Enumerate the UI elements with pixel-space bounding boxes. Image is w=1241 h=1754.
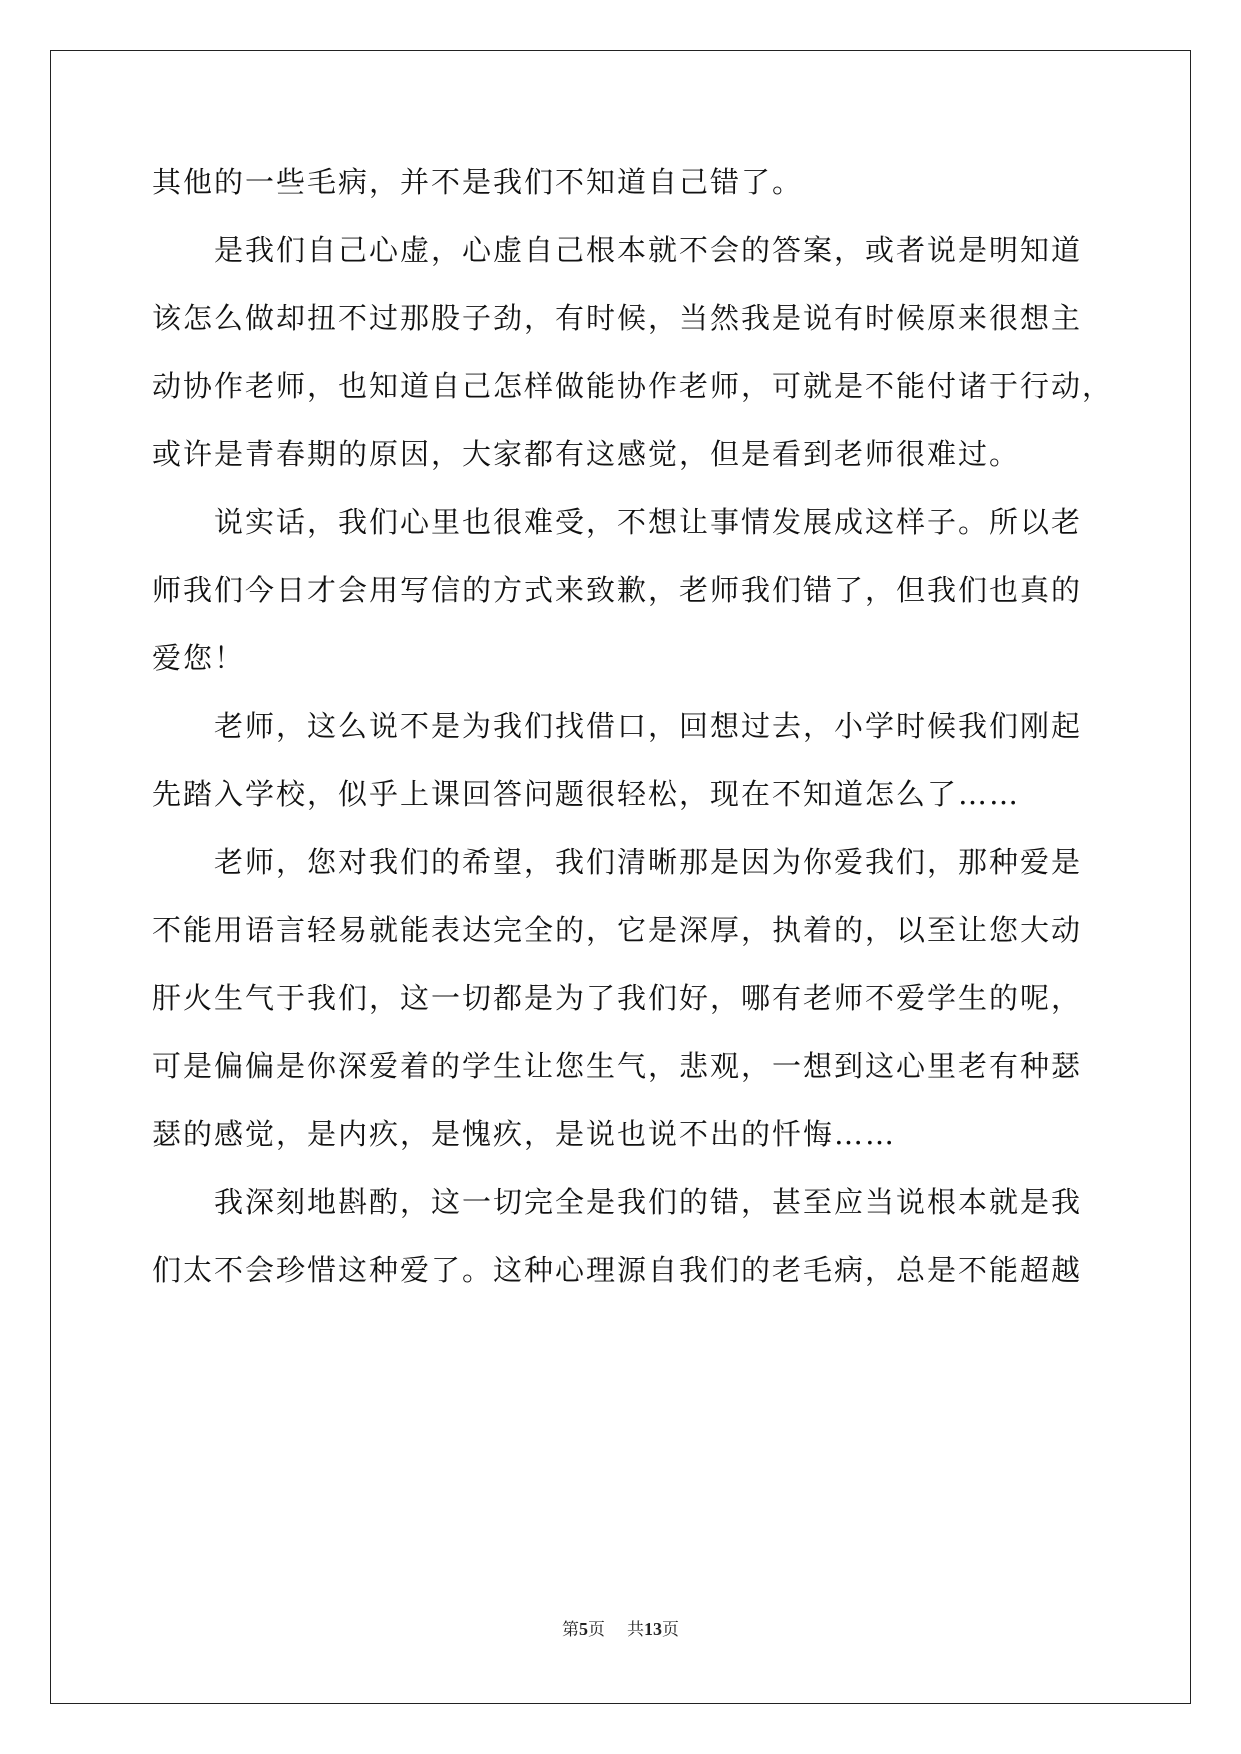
text-line: 们太不会珍惜这种爱了。这种心理源自我们的老毛病，总是不能超越 xyxy=(152,1253,1083,1287)
footer-page-prefix: 第 xyxy=(562,1620,579,1640)
text-line: 说实话，我们心里也很难受，不想让事情发展成这样子。所以老 xyxy=(214,505,1083,539)
text-line: 不能用语言轻易就能表达完全的，它是深厚，执着的，以至让您大动 xyxy=(152,913,1083,947)
text-line: 或许是青春期的原因，大家都有这感觉，但是看到老师很难过。 xyxy=(152,437,1021,471)
text-line: 肝火生气于我们，这一切都是为了我们好，哪有老师不爱学生的呢， xyxy=(152,981,1083,1015)
footer-total-prefix: 共 xyxy=(627,1620,644,1640)
page-footer xyxy=(0,1617,1241,1642)
footer-total-suffix: 页 xyxy=(662,1620,679,1640)
footer-page-suffix: 页 xyxy=(588,1620,605,1640)
text-line: 老师，您对我们的希望，我们清晰那是因为你爱我们，那种爱是 xyxy=(214,845,1083,879)
text-line: 是我们自己心虚，心虚自己根本就不会的答案，或者说是明知道 xyxy=(214,233,1083,267)
text-line: 我深刻地斟酌，这一切完全是我们的错，甚至应当说根本就是我 xyxy=(214,1185,1083,1219)
page-number: 5 xyxy=(579,1619,588,1639)
text-line: 师我们今日才会用写信的方式来致歉，老师我们错了，但我们也真的 xyxy=(152,573,1083,607)
text-line: 可是偏偏是你深爱着的学生让您生气，悲观，一想到这心里老有种瑟 xyxy=(152,1049,1083,1083)
text-line: 爱您！ xyxy=(152,641,246,675)
text-line: 动协作老师，也知道自己怎样做能协作老师，可就是不能付诸于行动， xyxy=(152,369,1114,403)
text-line: 该怎么做却扭不过那股子劲，有时候，当然我是说有时候原来很想主 xyxy=(152,301,1083,335)
text-line: 老师，这么说不是为我们找借口，回想过去，小学时候我们刚起 xyxy=(214,709,1083,743)
text-line: 瑟的感觉，是内疚，是愧疚，是说也说不出的忏悔…… xyxy=(152,1117,897,1151)
total-pages: 13 xyxy=(644,1619,662,1639)
text-line: 先踏入学校，似乎上课回答问题很轻松，现在不知道怎么了…… xyxy=(152,777,1021,811)
text-line: 其他的一些毛病，并不是我们不知道自己错了。 xyxy=(152,165,804,199)
